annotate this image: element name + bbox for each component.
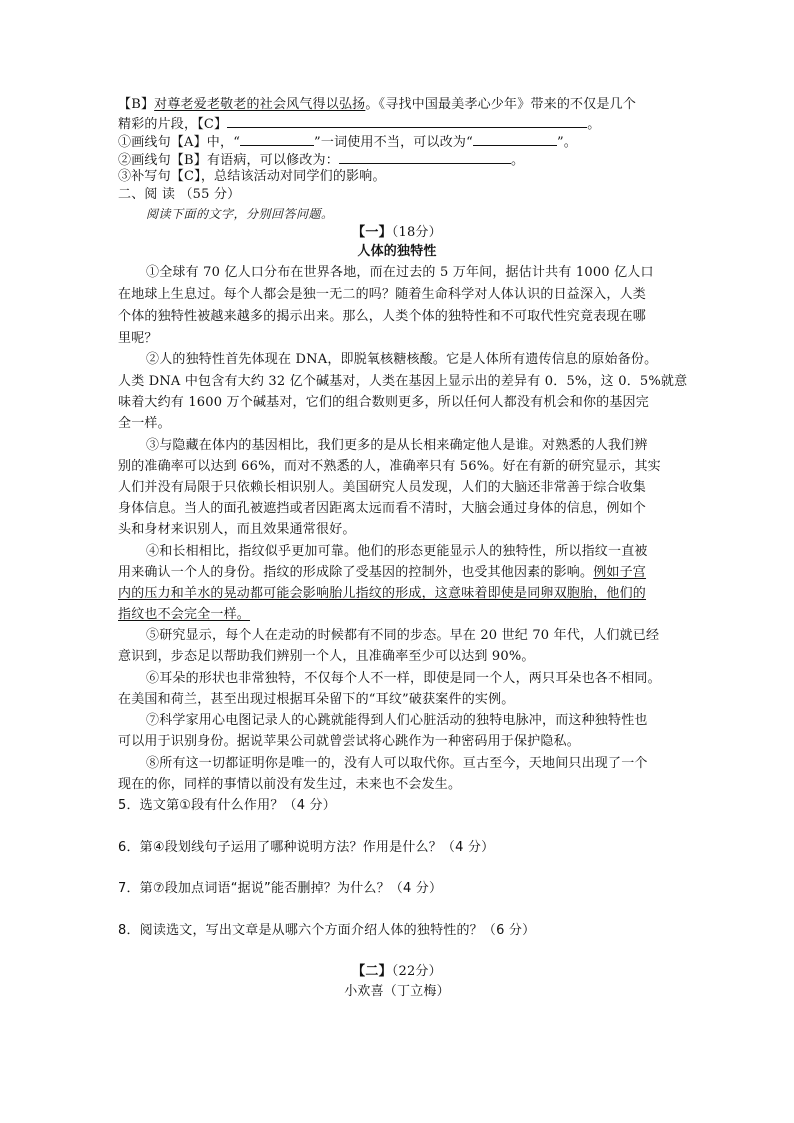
article-line: ⑤研究显示，每个人在走动的时候都有不同的步态。早在 20 世纪 70 年代，人们就已经 [146,628,660,643]
answer-blank-q1b[interactable] [473,132,557,146]
underlined-sentence-b: 对尊老爱老敬老的社会风气得以弘扬 [154,97,366,112]
q1-part-c: ”。 [556,135,577,150]
article-line: 头和身材来识别人，而且效果通常很好。 [118,522,356,537]
article-line: ⑦科学家用心电图记录人的心跳就能得到人们心脏活动的独特电脉冲，而这种独特性也 [146,713,648,728]
question-2 [118,150,678,170]
question-1 [118,132,678,152]
article-line: 人类 DNA 中包含有大约 32 亿个碱基对，人类在基因上显示出的差异有 0．5%，这 0．5%就意 [118,374,688,389]
article-line: 个体的独特性被越来越多的揭示出来。那么，人类个体的独特性和不可取代性究竟表现在哪 [118,309,647,324]
article-line: 别的准确率可以达到 66%，而对不熟悉的人，准确率只有 56%。好在有新的研究显示，其实 [118,459,661,474]
q1-part-a: ①画线句【A】中，“ [118,135,241,150]
article-line: 意识到，步态足以帮助我们辨别一个人，且准确率至少可以达到 90%。 [118,649,535,664]
part-2-label: 【二】 [352,964,392,979]
question-5: 5．选文第①段有什么作用？（4 分） [118,798,336,813]
question-7: 7．第⑦段加点词语“据说”能否删掉？为什么？（4 分） [118,881,443,896]
article-line: ①全球有 70 亿人口分布在世界各地，而在过去的 5 万年间，据估计共有 1000 亿人口 [146,265,654,280]
q2-part-a: ②画线句【B】有语病，可以修改为： [118,153,339,168]
top-line-1-rest: 。《寻找中国最美孝心少年》带来的不仅是几个 [365,97,637,112]
article-line: 人们并没有局限于只依赖长相识别人。美国研究人员发现，人们的大脑还非常善于综合收集 [118,480,647,495]
part-1-label: 【一】 [352,225,392,240]
q1-part-b: ”一词使用不当，可以改为“ [314,135,473,150]
article-line-text: 用来确认一个人的身份。指纹的形成除了受基因的控制外，也受其他因素的影响。 [118,565,594,580]
article-line: ⑧所有这一切都证明你是唯一的，没有人可以取代你。亘古至今，天地间只出现了一个 [146,756,648,771]
article-line: 身体信息。当人的面孔被遮挡或者因距离太远而看不清时，大脑会通过身体的信息，例如个 [118,501,647,516]
article-line: ③与隐藏在体内的基因相比，我们更多的是从长相来确定他人是谁。对熟悉的人我们辨 [146,438,648,453]
question-8: 8．阅读选文，写出文章是从哪六个方面介绍人体的独特性的？（6 分） [118,923,536,938]
part-2-heading [0,963,794,981]
part-1-heading [0,224,794,242]
top-line-2-end: 。 [587,117,601,132]
answer-blank-q1a[interactable] [240,132,314,146]
label-b: 【B】 [118,97,155,112]
article-line [118,564,678,582]
question-3: ③补写句【C】，总结该活动对同学们的影响。 [118,169,386,184]
story-title: 小欢喜（丁立梅） [344,984,450,999]
article-line: 味着大约有 1600 万个碱基对，它们的组合数则更多，所以任何人都没有机会和你的基因完 [118,395,649,410]
article-line: 全一样。 [118,416,171,431]
article-line: 现在的你，同样的事情以前没有发生过，未来也不会发生。 [118,777,462,792]
section-2-heading: 二、阅 读 （55 分） [118,187,241,202]
question-6: 6．第④段划线句子运用了哪种说明方法？作用是什么？（4 分） [118,840,495,855]
article-line: 在地球上生息过。每个人都会是独一无二的吗？随着生命科学对人体认识的日益深入，人类 [118,287,647,302]
article-line: 里呢？ [118,331,158,346]
part-1-points: （18分） [391,225,442,240]
answer-blank-q2[interactable] [339,150,511,164]
underlined-sentence: 内的压力和羊水的晃动都可能会影响胎儿指纹的形成，这意味着即使是同卵双胞胎，他们的 [118,586,647,601]
top-line-2 [118,114,678,134]
part-2-points: （22分） [391,964,442,979]
article-line: 在美国和荷兰，甚至出现过根据耳朵留下的“耳纹”破获案件的实例。 [118,692,515,707]
top-line-1 [118,96,678,114]
top-line-2-text: 精彩的片段，【C】 [118,117,228,132]
article-line: 可以用于识别身份。据说苹果公司就曾尝试将心跳作为一种密码用于保护隐私。 [118,734,581,749]
section-2-instruction: 阅读下面的文字，分别回答问题。 [146,207,334,221]
article-title: 人体的独特性 [357,244,437,259]
article-line: ④和长相相比，指纹似乎更加可靠。他们的形态更能显示人的独特性，所以指纹一直被 [146,544,648,559]
answer-blank-c[interactable] [227,114,587,128]
article-line: ⑥耳朵的形状也非常独特，不仅每个人不一样，即使是同一个人，两只耳朵也各不相同。 [146,671,661,686]
underlined-sentence: 指纹也不会完全一样。 [118,607,251,622]
underlined-sentence: 例如子宫 [593,565,647,580]
article-line: ②人的独特性首先体现在 DNA，即脱氧核糖核酸。它是人体所有遗传信息的原始备份。 [146,352,658,367]
q2-part-b: 。 [510,153,525,168]
